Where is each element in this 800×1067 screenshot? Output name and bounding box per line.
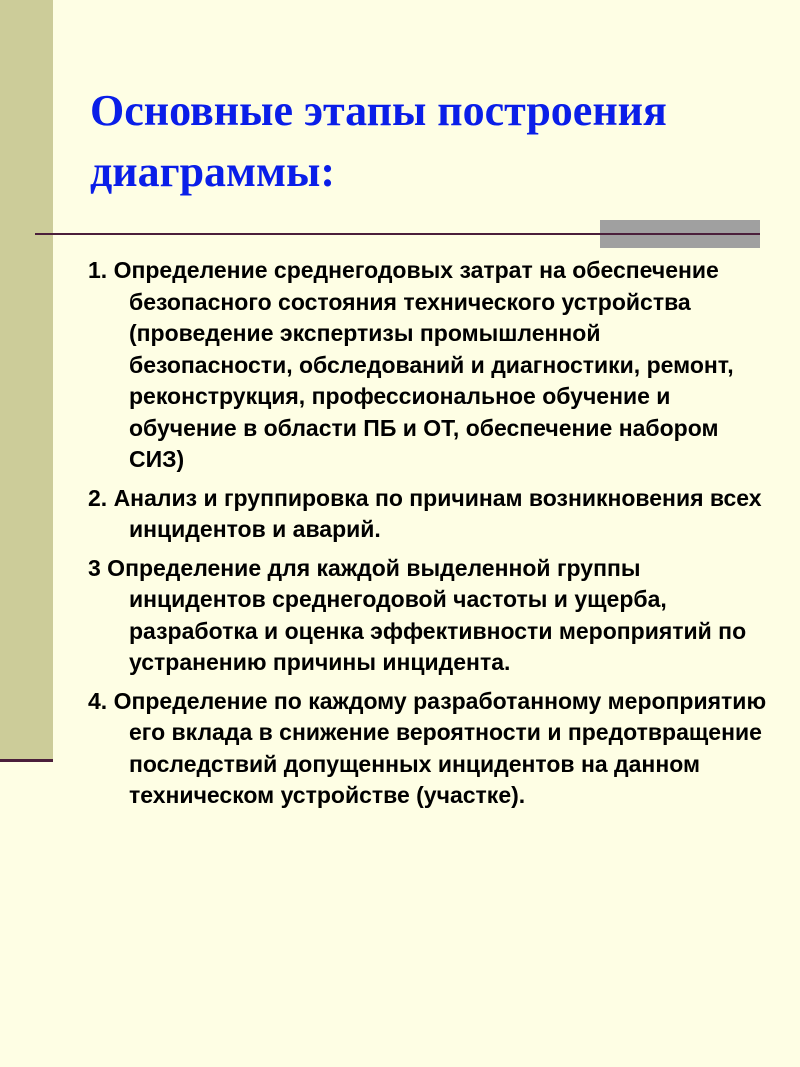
step-item-2: 2. Анализ и группировка по причинам возникновения всех инцидентов и аварий. — [88, 484, 762, 542]
title-divider — [35, 233, 760, 235]
steps-list — [88, 255, 768, 819]
side-accent-band — [0, 0, 53, 761]
step-item-1: 1. Определение среднегодовых затрат на обеспечение безопасного состояния технического устройства (проведение экспертизы промышленной безопасности, обследований и диагностики, ремонт, реконструкция, профессиональное обучение и обучение в области ПБ и ОТ, обеспечение набором СИЗ) — [88, 257, 734, 472]
slide-title: Основные этапы построения диаграммы: — [90, 86, 667, 196]
step-item-3: 3 Определение для каждой выделенной группы инцидентов среднегодовой частоты и ущерба, разработка и оценка эффективности мероприятий по устранению причины инцидента. — [88, 554, 747, 675]
side-band-divider — [0, 759, 53, 762]
step-item-4: 4. Определение по каждому разработанному мероприятию его вклада в снижение вероятности и предотвращение последствий допущенных инцидентов на данном техническом устройстве (участке). — [88, 687, 767, 808]
